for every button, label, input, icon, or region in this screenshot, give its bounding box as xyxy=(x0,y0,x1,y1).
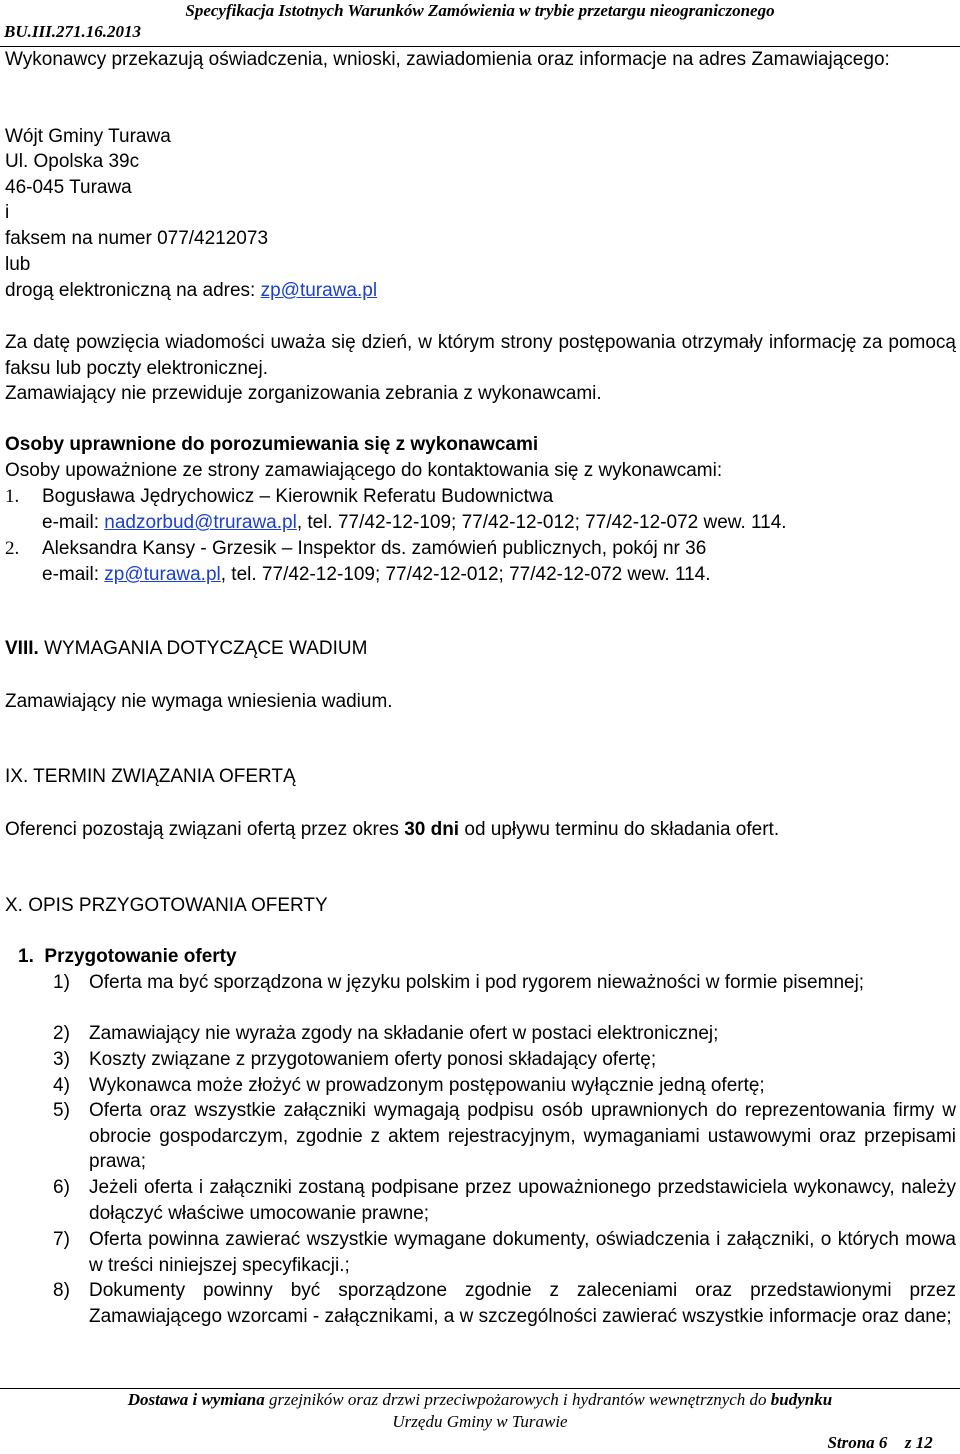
footer-bold-1: Dostawa i wymiana xyxy=(127,1390,265,1409)
list-item-text: Wykonawca może złożyć w prowadzonym postępowaniu wyłącznie jedną ofertę; xyxy=(89,1075,765,1096)
list-item-number: 4) xyxy=(53,1075,70,1096)
list-item-text: Koszty związane z przygotowaniem oferty ponosi składający ofertę; xyxy=(89,1049,657,1070)
list-item-number: 8) xyxy=(53,1280,70,1301)
contact-email-line xyxy=(5,278,956,304)
list-item-number: 7) xyxy=(53,1229,70,1250)
person-1-contact xyxy=(42,510,956,536)
page-footer xyxy=(0,1388,960,1433)
contact-email-prefix: drogą elektroniczną na adres: xyxy=(5,280,261,301)
subsection-1-number: 1. xyxy=(18,946,34,967)
person-2-email-link[interactable]: zp@turawa.pl xyxy=(104,564,221,585)
reference-number: BU.III.271.16.2013 xyxy=(4,22,141,41)
subsection-1-heading xyxy=(18,944,237,970)
person-2-email-label: e-mail: xyxy=(42,564,105,585)
section-9-text-before: Oferenci pozostają związani ofertą przez okres xyxy=(5,819,405,840)
list-item xyxy=(53,1021,956,1047)
list-item-text: Jeżeli oferta i załączniki zostaną podpisane przez upoważnionego przedstawiciela wykonawcy, należy dołączyć właściwe umocowanie prawne; xyxy=(89,1177,956,1224)
person-1-number: 1. xyxy=(5,486,20,507)
person-1-name: Bogusława Jędrychowicz – Kierownik Referatu Budownictwa xyxy=(42,486,554,507)
person-2-name: Aleksandra Kansy - Grzesik – Inspektor ds. zamówień publicznych, pokój nr 36 xyxy=(42,538,707,559)
list-item-number: 5) xyxy=(53,1100,70,1121)
page-number: Strona 6 z 12 xyxy=(853,1433,946,1452)
section-9-heading: IX. TERMIN ZWIĄZANIA OFERTĄ xyxy=(5,766,296,787)
contact-or: lub xyxy=(5,254,31,275)
meeting-note: Zamawiający nie przewiduje zorganizowania zebrania z wykonawcami. xyxy=(5,383,602,404)
section-9-text xyxy=(5,817,956,843)
list-item-number: 1) xyxy=(53,972,70,993)
person-2-contact xyxy=(42,562,956,588)
contact-street: Ul. Opolska 39c xyxy=(5,151,140,172)
section-9-text-after: od upływu terminu do składania ofert. xyxy=(459,819,780,840)
list-item-number: 2) xyxy=(53,1023,70,1044)
section-10-heading: X. OPIS PRZYGOTOWANIA OFERTY xyxy=(5,895,328,916)
list-item xyxy=(53,1278,956,1329)
contact-name: Wójt Gminy Turawa xyxy=(5,126,171,147)
section-8-text: Zamawiający nie wymaga wniesienia wadium. xyxy=(5,691,393,712)
document-title: Specyfikacja Istotnych Warunków Zamówienia w trybie przetargu nieograniczonego xyxy=(185,1,775,20)
section-8-number: VIII. xyxy=(5,638,39,659)
footer-middle: grzejników oraz drzwi przeciwpożarowych i hydrantów wewnętrznych do xyxy=(264,1390,771,1409)
person-1-email-link[interactable]: nadzorbud@trurawa.pl xyxy=(104,512,297,533)
receipt-note: Za datę powzięcia wiadomości uważa się dzień, w którym strony postępowania otrzymały informację za pomocą faksu lub poczty elektronicznej. xyxy=(5,332,956,379)
list-item xyxy=(53,970,956,996)
list-item xyxy=(53,1073,956,1099)
contact-intro: Wykonawcy przekazują oświadczenia, wnioski, zawiadomienia oraz informacje na adres Zamawiającego: xyxy=(5,49,890,70)
list-item-text: Zamawiający nie wyraża zgody na składanie ofert w postaci elektronicznej; xyxy=(89,1023,719,1044)
persons-heading: Osoby uprawnione do porozumiewania się z wykonawcami xyxy=(5,434,539,455)
person-2-tel: , tel. 77/42-12-109; 77/42-12-012; 77/42-12-072 wew. 114. xyxy=(220,564,711,585)
contact-city: 46-045 Turawa xyxy=(5,177,132,198)
list-item xyxy=(53,1227,956,1278)
section-9-period: 30 dni xyxy=(404,819,460,840)
page-header xyxy=(0,0,960,47)
list-item xyxy=(53,1175,956,1226)
section-8-heading xyxy=(5,636,956,662)
contact-fax: faksem na numer 077/4212073 xyxy=(5,228,269,249)
list-item-text: Oferta powinna zawierać wszystkie wymagane dokumenty, oświadczenia i załączniki, o których mowa w treści niniejszej specyfikacji.; xyxy=(89,1229,956,1276)
persons-intro: Osoby upoważnione ze strony zamawiającego do kontaktowania się z wykonawcami: xyxy=(5,460,723,481)
list-item-number: 6) xyxy=(53,1177,70,1198)
person-1-email-label: e-mail: xyxy=(42,512,105,533)
footer-line-1 xyxy=(0,1389,960,1411)
contact-email-link[interactable]: zp@turawa.pl xyxy=(260,280,378,301)
footer-line-2: Urzędu Gminy w Turawie xyxy=(392,1412,568,1431)
contact-and: i xyxy=(5,202,10,223)
subsection-1-title: Przygotowanie oferty xyxy=(44,946,237,967)
person-2-number: 2. xyxy=(5,538,20,559)
list-item xyxy=(53,1047,956,1073)
list-item xyxy=(53,1098,956,1175)
footer-bold-2: budynku xyxy=(770,1390,833,1409)
list-item-text: Oferta oraz wszystkie załączniki wymagają podpisu osób uprawnionych do reprezentowania firmy w obrocie gospodarczym, zgodnie z aktem rejestracyjnym, wymaganiami ustawowymi oraz przepisami prawa; xyxy=(89,1100,956,1173)
list-item-number: 3) xyxy=(53,1049,70,1070)
person-1-tel: , tel. 77/42-12-109; 77/42-12-012; 77/42-12-072 wew. 114. xyxy=(296,512,787,533)
list-item-text: Dokumenty powinny być sporządzone zgodnie z zaleceniami oraz przedstawionymi przez Zamawiającego wzorcami - załącznikami, a w szczególności zawierać wszystkie informacje oraz dane; xyxy=(89,1280,956,1327)
list-item-text: Oferta ma być sporządzona w języku polskim i pod rygorem nieważności w formie pisemnej; xyxy=(89,972,865,993)
section-8-title: WYMAGANIA DOTYCZĄCE WADIUM xyxy=(38,638,368,659)
